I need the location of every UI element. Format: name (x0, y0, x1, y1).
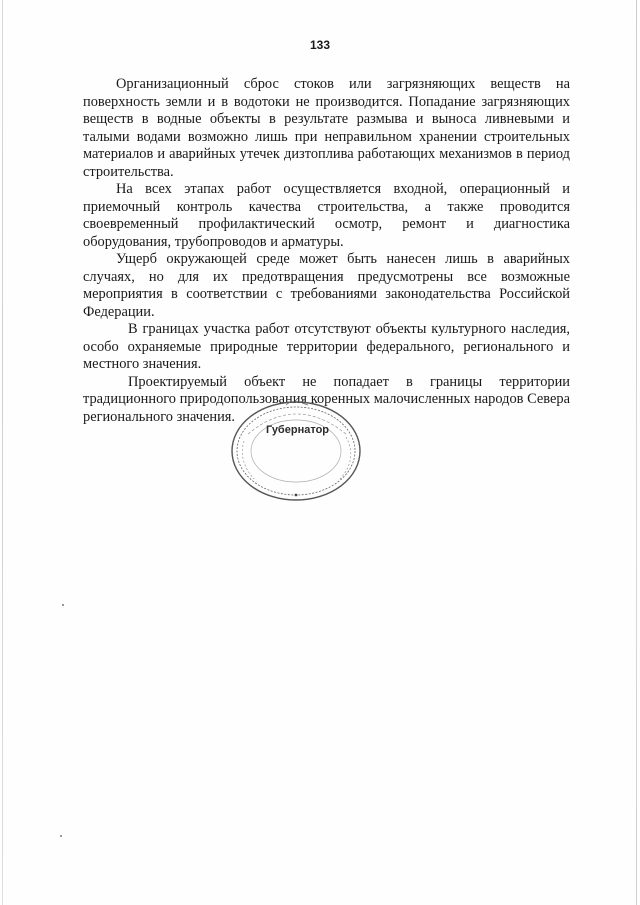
paragraph-1: Организационный сброс стоков или загрязняющих веществ на поверхность земли и в водотоки не производится. Попадание загрязняющих веществ в водные объекты в результате размыва и выноса ливневыми и талыми водами возможно лишь при неправильном хранении строительных материалов и аварийных утечек дизтоплива работающих механизмов в период строительства. (83, 76, 570, 180)
page-number: 133 (309, 38, 331, 52)
scan-edge-right (636, 0, 637, 905)
body-text (83, 76, 570, 426)
official-stamp (228, 399, 368, 504)
paragraph-3: Ущерб окружающей среде может быть нанесен лишь в аварийных случаях, но для их предотвращения предусмотрены все возможные мероприятия в соответствии с требованиями законодательства Российской Федерации. (83, 251, 570, 320)
stamp-seal-icon (228, 399, 368, 504)
scan-speck (60, 835, 62, 837)
scan-speck (62, 604, 64, 606)
stamp-label: Губернатор (266, 424, 330, 436)
scan-edge-left (2, 0, 3, 905)
paragraph-4: В границах участка работ отсутствуют объекты культурного наследия, особо охраняемые природные территории федерального, регионального и местного значения. (83, 321, 570, 372)
paragraph-2: На всех этапах работ осуществляется входной, операционный и приемочный контроль качества строительства, а также проводится своевременный профилактический осмотр, ремонт и диагностика оборудования, трубопроводов и арматуры. (83, 181, 570, 250)
paragraph-5: Проектируемый объект не попадает в границы территории традиционного природопользования коренных малочисленных народов Севера регионального значения. (83, 373, 570, 425)
